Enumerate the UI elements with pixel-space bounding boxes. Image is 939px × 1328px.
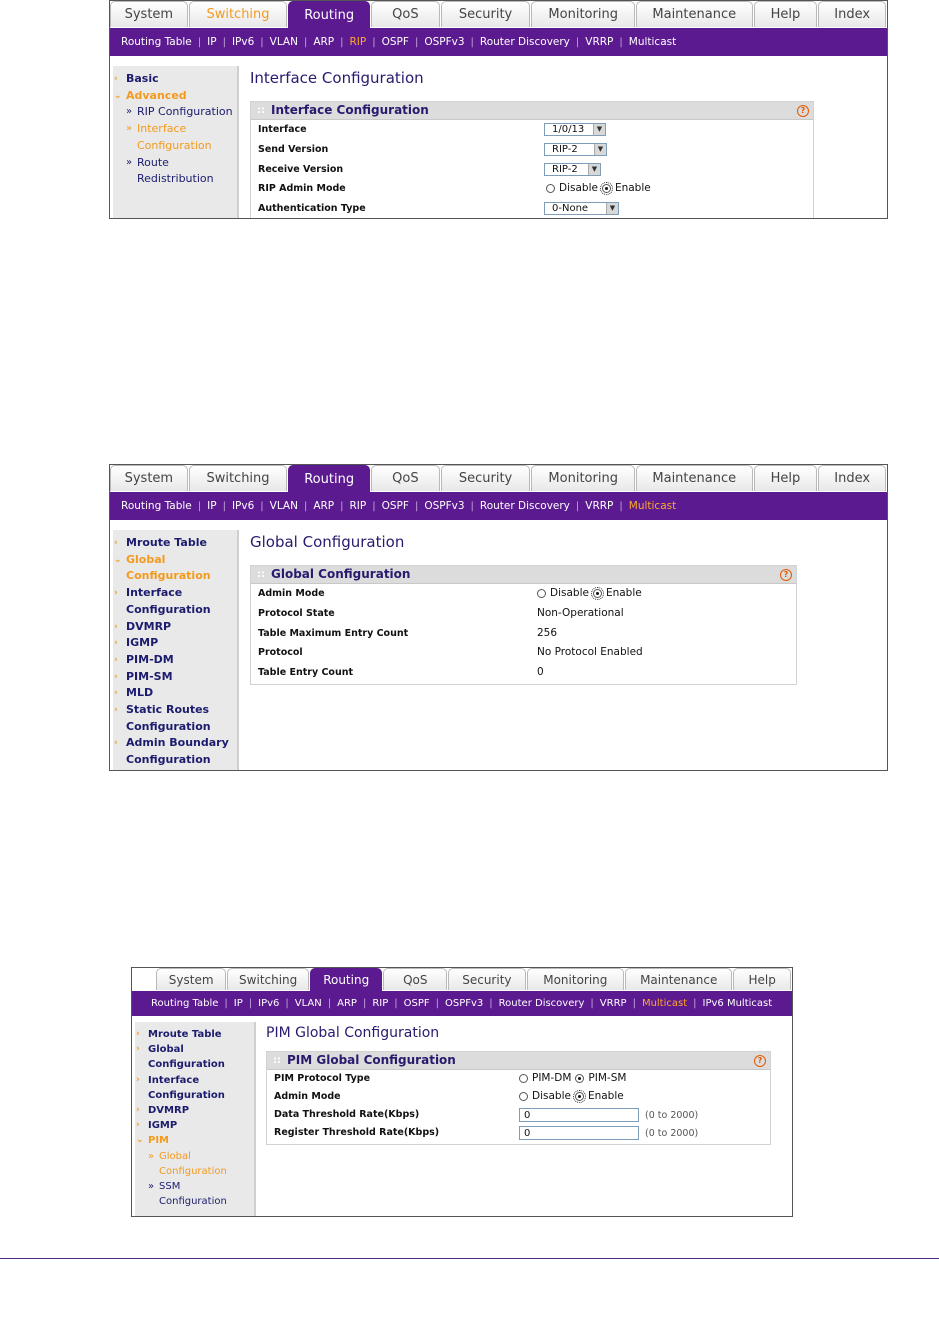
sidebar-item-pim-dm[interactable]: › PIM-DM: [113, 652, 237, 669]
tab-routing[interactable]: Routing: [288, 465, 370, 492]
pim-dm-radio[interactable]: [519, 1074, 528, 1083]
sidebar-item-admin-boundary-line2[interactable]: Configuration: [126, 753, 211, 767]
subnav-arp[interactable]: ARP: [313, 36, 335, 48]
double-chevron-icon: »: [126, 156, 133, 168]
receive-version-select[interactable]: RIP-2 ▼: [544, 163, 601, 176]
sidebar-item-basic[interactable]: › Basic: [113, 71, 237, 88]
sidebar: [132, 1016, 256, 1216]
disable-radio[interactable]: [546, 184, 555, 193]
screenshot-pim-global-configuration: [131, 967, 793, 1217]
subnav-vrrp[interactable]: VRRP: [599, 998, 627, 1009]
tab-switching[interactable]: Switching: [227, 968, 309, 990]
disable-radio[interactable]: [519, 1092, 528, 1101]
content-area: [250, 520, 887, 770]
table-entry-value: 0: [537, 666, 544, 678]
chevron-right-icon: ›: [136, 1074, 140, 1085]
config-box: [266, 1051, 771, 1145]
double-chevron-icon: »: [148, 1181, 155, 1193]
tab-system[interactable]: System: [110, 465, 188, 491]
tab-index[interactable]: Index: [818, 465, 886, 491]
tab-qos[interactable]: QoS: [371, 465, 440, 491]
subnav-router-discovery[interactable]: Router Discovery: [498, 998, 585, 1009]
dropdown-arrow-icon: ▼: [593, 124, 605, 135]
chevron-right-icon: ›: [136, 1029, 140, 1039]
subnav-vlan[interactable]: VLAN: [269, 500, 298, 512]
protocol-value: No Protocol Enabled: [537, 646, 643, 658]
register-threshold-input[interactable]: 0: [519, 1126, 639, 1140]
table-max-entry-value: 256: [537, 627, 558, 639]
tab-monitoring[interactable]: Monitoring: [527, 968, 624, 990]
grip-icon: ::: [273, 1055, 281, 1066]
tab-qos[interactable]: QoS: [371, 1, 440, 27]
help-icon[interactable]: ?: [754, 1055, 766, 1067]
subnav-ipv6[interactable]: IPv6: [231, 500, 255, 512]
sidebar-item-interface-configuration[interactable]: › Interface: [135, 1073, 254, 1088]
sidebar-item-interface-configuration[interactable]: › Interface: [113, 585, 237, 602]
sidebar-item-global-configuration[interactable]: ⌄ Global: [113, 552, 237, 569]
sub-navigation: Routing Table | IP | IPv6 | VLAN | ARP | RIP | OSPF | OSPFv3 | Router Discovery | VRRP | Multicast | IPv6 Multicast: [132, 991, 792, 1016]
content-area: [266, 1016, 792, 1216]
chevron-right-icon: ›: [136, 1120, 140, 1131]
sidebar-item-mroute-table[interactable]: › Mroute Table: [135, 1027, 254, 1042]
sub-navigation: Routing Table | IP | IPv6 | VLAN | ARP | RIP | OSPF | OSPFv3 | Router Discovery | VRRP | Multicast: [110, 28, 887, 56]
tab-routing[interactable]: Routing: [310, 968, 383, 991]
protocol-state-value: Non-Operational: [537, 607, 624, 619]
sidebar-subitem-ssm-line2[interactable]: Configuration: [159, 1196, 227, 1208]
subnav-ip[interactable]: IP: [233, 998, 243, 1009]
page-title: PIM Global Configuration: [266, 1025, 440, 1041]
chevron-down-icon: ⌄: [114, 90, 122, 101]
subnav-ospf[interactable]: OSPF: [381, 36, 409, 48]
enable-radio[interactable]: [575, 1092, 584, 1101]
chevron-down-icon: ⌄: [136, 1135, 144, 1146]
tab-system[interactable]: System: [110, 1, 188, 27]
row-admin-mode: Admin Mode Disable Enable: [258, 587, 642, 599]
double-chevron-icon: »: [148, 1150, 155, 1162]
tab-help[interactable]: Help: [733, 968, 791, 990]
subnav-multicast[interactable]: Multicast: [628, 36, 677, 48]
help-icon[interactable]: ?: [780, 569, 792, 581]
screenshot-rip-interface-configuration: [109, 0, 888, 219]
row-rip-admin-mode: RIP Admin Mode Disable Enable: [258, 182, 651, 194]
sidebar-item-mld[interactable]: › MLD: [113, 685, 237, 702]
authentication-type-select[interactable]: 0-None ▼: [544, 202, 619, 215]
sidebar-item-advanced[interactable]: ⌄ Advanced: [113, 88, 237, 105]
main-tabs: [110, 1, 887, 28]
subnav-ospfv3[interactable]: OSPFv3: [445, 998, 484, 1009]
sidebar-subitem-pim-global-line2[interactable]: Configuration: [159, 1165, 227, 1177]
subnav-routing-table[interactable]: Routing Table: [121, 36, 192, 48]
sidebar-subitem-rip-configuration[interactable]: » RIP Configuration: [113, 104, 237, 121]
tab-routing[interactable]: Routing: [288, 1, 370, 28]
subnav-ipv6[interactable]: IPv6: [231, 36, 255, 48]
subnav-multicast[interactable]: Multicast: [641, 998, 688, 1009]
tab-system[interactable]: System: [156, 968, 227, 990]
chevron-right-icon: ›: [114, 74, 118, 84]
tab-switching[interactable]: Switching: [189, 1, 288, 27]
double-chevron-icon: »: [126, 106, 133, 118]
interface-select[interactable]: 1/0/13 ▼: [544, 123, 606, 136]
sidebar-item-static-routes[interactable]: › Static Routes: [113, 702, 237, 719]
row-interface: Interface 1/0/13 ▼: [251, 120, 813, 140]
page-title: Interface Configuration: [250, 69, 424, 87]
tab-security[interactable]: Security: [448, 968, 526, 990]
subnav-arp[interactable]: ARP: [337, 998, 357, 1009]
chevron-right-icon: ›: [136, 1105, 140, 1116]
tab-index[interactable]: Index: [818, 1, 886, 27]
tab-security[interactable]: Security: [441, 1, 531, 27]
help-icon[interactable]: ?: [797, 105, 809, 117]
chevron-down-icon: ⌄: [114, 554, 122, 565]
subnav-vrrp[interactable]: VRRP: [585, 36, 614, 48]
sidebar-subitem-interface-configuration-line2[interactable]: Configuration: [137, 138, 212, 152]
enable-radio[interactable]: [602, 184, 611, 193]
subnav-ospf[interactable]: OSPF: [381, 500, 409, 512]
sidebar-subitem-ssm[interactable]: » SSM: [135, 1179, 254, 1194]
row-table-max-entry-count: Table Maximum Entry Count 256: [258, 627, 558, 639]
pim-sm-radio[interactable]: [575, 1074, 584, 1083]
tab-maintenance[interactable]: Maintenance: [636, 1, 753, 27]
chevron-right-icon: ›: [114, 671, 118, 682]
subnav-ip[interactable]: IP: [207, 36, 217, 48]
subnav-vrrp[interactable]: VRRP: [585, 500, 614, 512]
sidebar-item-pim-sm[interactable]: › PIM-SM: [113, 669, 237, 686]
disable-radio[interactable]: [537, 589, 546, 598]
box-header: :: PIM Global Configuration ?: [267, 1052, 770, 1070]
subnav-ipv6-multicast[interactable]: IPv6 Multicast: [702, 998, 773, 1009]
row-send-version: Send Version RIP-2 ▼: [251, 140, 813, 160]
double-chevron-icon: »: [126, 123, 133, 135]
dropdown-arrow-icon: ▼: [594, 144, 606, 155]
subnav-router-discovery[interactable]: Router Discovery: [479, 36, 570, 48]
data-threshold-input[interactable]: 0: [519, 1108, 639, 1122]
chevron-right-icon: ›: [114, 738, 118, 749]
main-tabs: [132, 968, 792, 991]
page-title: Global Configuration: [250, 533, 405, 551]
row-protocol-state: Protocol State Non-Operational: [258, 607, 624, 619]
main-tabs: [110, 465, 887, 492]
sidebar-subitem-route-redistribution-line2[interactable]: Redistribution: [137, 172, 214, 186]
dropdown-arrow-icon: ▼: [606, 203, 618, 214]
grip-icon: ::: [257, 105, 265, 116]
grip-icon: ::: [257, 569, 265, 580]
chevron-right-icon: ›: [114, 654, 118, 665]
sidebar-item-mroute-table[interactable]: › Mroute Table: [113, 535, 237, 552]
subnav-ospf[interactable]: OSPF: [403, 998, 430, 1009]
tab-monitoring[interactable]: Monitoring: [531, 465, 635, 491]
box-header: :: Global Configuration ?: [251, 566, 796, 584]
sidebar-subitem-route-redistribution[interactable]: » Route: [113, 155, 237, 172]
tab-monitoring[interactable]: Monitoring: [531, 1, 635, 27]
sidebar-item-dvmrp[interactable]: › DVMRP: [135, 1103, 254, 1118]
row-data-threshold-rate: Data Threshold Rate(Kbps) 0 (0 to 2000): [274, 1109, 699, 1121]
row-receive-version: Receive Version RIP-2 ▼: [251, 160, 813, 180]
box-header: :: Interface Configuration ?: [251, 102, 813, 120]
tab-switching[interactable]: Switching: [189, 465, 288, 491]
subnav-router-discovery[interactable]: Router Discovery: [479, 500, 570, 512]
sidebar-item-igmp[interactable]: › IGMP: [135, 1118, 254, 1133]
sidebar-item-static-routes-line2[interactable]: Configuration: [126, 719, 211, 733]
sidebar-item-global-configuration-line2[interactable]: Configuration: [148, 1059, 225, 1071]
chevron-right-icon: ›: [114, 621, 118, 632]
subnav-arp[interactable]: ARP: [313, 500, 335, 512]
subnav-routing-table[interactable]: Routing Table: [121, 500, 192, 512]
tab-qos[interactable]: QoS: [383, 968, 447, 990]
sidebar-item-admin-boundary[interactable]: › Admin Boundary: [113, 735, 237, 752]
sidebar-item-global-configuration[interactable]: › Global: [135, 1042, 254, 1057]
sidebar-subitem-pim-global[interactable]: » Global: [135, 1149, 254, 1164]
chevron-right-icon: ›: [114, 638, 118, 649]
subnav-rip[interactable]: RIP: [372, 998, 389, 1009]
subnav-rip[interactable]: RIP: [349, 500, 367, 512]
config-box: [250, 565, 797, 685]
subnav-routing-table[interactable]: Routing Table: [151, 998, 219, 1009]
sidebar: [110, 520, 239, 770]
dropdown-arrow-icon: ▼: [588, 164, 600, 175]
sidebar-item-global-configuration-line2[interactable]: Configuration: [126, 569, 211, 583]
row-pim-protocol-type: PIM Protocol Type PIM-DM PIM-SM: [274, 1072, 627, 1084]
row-table-entry-count: Table Entry Count 0: [258, 666, 544, 678]
row-admin-mode: Admin Mode Disable Enable: [274, 1090, 624, 1102]
sidebar-subitem-interface-configuration[interactable]: » Interface: [113, 121, 237, 138]
sidebar-item-dvmrp[interactable]: › DVMRP: [113, 619, 237, 636]
tab-help[interactable]: Help: [754, 465, 818, 491]
subnav-multicast[interactable]: Multicast: [628, 500, 677, 512]
subnav-ipv6[interactable]: IPv6: [258, 998, 280, 1009]
subnav-ospfv3[interactable]: OSPFv3: [424, 36, 465, 48]
tab-maintenance[interactable]: Maintenance: [636, 465, 753, 491]
sub-navigation: Routing Table | IP | IPv6 | VLAN | ARP | RIP | OSPF | OSPFv3 | Router Discovery | VRRP | Multicast: [110, 492, 887, 520]
subnav-vlan[interactable]: VLAN: [294, 998, 322, 1009]
chevron-right-icon: ›: [114, 588, 118, 599]
sidebar-item-igmp[interactable]: › IGMP: [113, 635, 237, 652]
sidebar-item-interface-configuration-line2[interactable]: Configuration: [148, 1089, 225, 1101]
sidebar-item-interface-configuration-line2[interactable]: Configuration: [126, 602, 211, 616]
chevron-right-icon: ›: [114, 538, 118, 548]
content-area: [250, 56, 887, 218]
send-version-select[interactable]: RIP-2 ▼: [544, 143, 607, 156]
sidebar: [110, 56, 239, 218]
subnav-ospfv3[interactable]: OSPFv3: [424, 500, 465, 512]
subnav-ip[interactable]: IP: [207, 500, 217, 512]
chevron-right-icon: ›: [114, 688, 118, 699]
enable-radio[interactable]: [593, 589, 602, 598]
chevron-right-icon: ›: [136, 1044, 140, 1055]
subnav-vlan[interactable]: VLAN: [269, 36, 298, 48]
subnav-rip[interactable]: RIP: [349, 36, 367, 48]
page-divider: [0, 1258, 939, 1259]
tab-security[interactable]: Security: [441, 465, 531, 491]
tab-help[interactable]: Help: [754, 1, 818, 27]
row-protocol: Protocol No Protocol Enabled: [258, 646, 643, 658]
row-register-threshold-rate: Register Threshold Rate(Kbps) 0 (0 to 2000): [274, 1127, 699, 1139]
row-authentication-type: Authentication Type 0-None ▼: [251, 199, 813, 219]
chevron-right-icon: ›: [114, 705, 118, 716]
screenshot-multicast-global-configuration: [109, 464, 888, 771]
tab-maintenance[interactable]: Maintenance: [625, 968, 732, 990]
config-box: [250, 101, 814, 219]
sidebar-item-pim[interactable]: ⌄ PIM: [135, 1133, 254, 1148]
